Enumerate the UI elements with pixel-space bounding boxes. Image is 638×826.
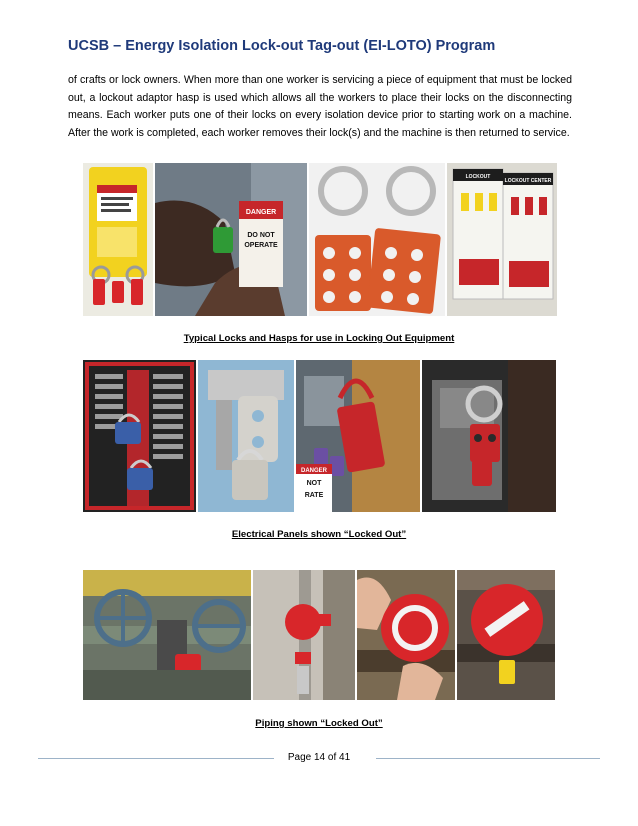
panel-red-hasp-photo: [296, 360, 420, 512]
figure-row-piping: [83, 570, 555, 700]
figure-caption-locks-hasps: Typical Locks and Hasps for use in Locking Out Equipment: [183, 333, 455, 344]
figure-caption-electrical-panels: Electrical Panels shown “Locked Out”: [231, 529, 407, 540]
figure-row-electrical-panels: [83, 360, 556, 512]
lockout-center-photo: [447, 163, 557, 316]
red-valve-photo: [253, 570, 355, 700]
figure-caption-piping: Piping shown “Locked Out”: [255, 718, 383, 729]
lockout-board-label-1: LOCKOUT: [465, 174, 491, 180]
page-title: UCSB – Energy Isolation Lock-out Tag-out (EI-LOTO) Program: [68, 38, 496, 54]
switch-hasp-photo: [422, 360, 556, 512]
page-number: Page 14 of 41: [287, 752, 351, 763]
lock-station-photo: [83, 163, 153, 316]
danger-tag-top-text: DANGER: [245, 209, 277, 216]
panel-padlocks-photo: [83, 360, 196, 512]
panel-tag-line-3: RATE: [304, 492, 324, 499]
hand-valve-cover-photo: [357, 570, 455, 700]
body-paragraph: of crafts or lock owners. When more than one worker is servicing a piece of equipment that must be locked out, a lockout adaptor hasp is used which allows all the workers to place their locks on the disconnecting means. Each worker puts one of their locks on every isolation device prior to starting work on a machine. After the work is completed, each worker removes their lock(s) and the machine is then returned to service.: [68, 74, 572, 139]
hand-tag-photo: [155, 163, 307, 316]
danger-tag-line-1-text: DO NOT: [247, 232, 275, 239]
hasps-photo: [309, 163, 445, 316]
panel-hasp-photo: [198, 360, 294, 512]
panel-tag-line-1: DANGER: [300, 468, 328, 474]
figure-row-locks-hasps: [83, 163, 557, 316]
panel-tag-line-2: NOT: [306, 480, 322, 487]
valve-cover-photo: [457, 570, 555, 700]
valve-wheels-photo: [83, 570, 251, 700]
danger-tag-line-2-text: OPERATE: [244, 242, 278, 249]
lockout-board-label-2: LOCKOUT CENTER: [504, 178, 552, 184]
